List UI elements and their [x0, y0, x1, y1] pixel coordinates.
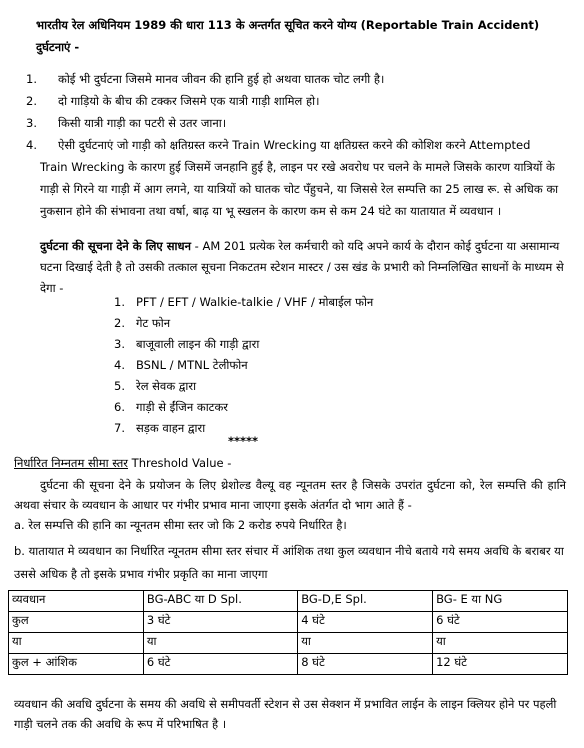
footer-note: व्यवधान की अवधि दुर्घटना के समय की अवधि से समीपवर्ती स्टेशन से उस सेक्शन में प्रभावित लाईन के लाइन क्लियर होने पर पहली गाड़ी चलने तक की अवधि के रूप में परिभाषित है ।: [14, 697, 557, 731]
table-cell: कुल + आंशिक: [9, 654, 144, 675]
item-number: 3.: [114, 337, 125, 351]
table-row: [9, 633, 568, 654]
threshold-heading-hindi: निर्धारित निम्नतम सीमा स्तर: [14, 456, 129, 470]
list-item: [0, 90, 584, 112]
table-cell: या: [298, 633, 433, 654]
table-cell: व्यवधान: [9, 591, 144, 612]
item-text: सड़क वाहन द्वारा: [136, 421, 206, 435]
item-number: 2.: [26, 94, 37, 108]
threshold-point-b: b. यातायात मे व्यवधान का निर्धारित न्यूनतम सीमा स्तर संचार में आंशिक तथा कुल व्यवधान नीचे बताये गये समय अवधि के बराबर या उससे अधिक है तो इसके प्रभाव गंभीर प्रकृति का माना जाएगा: [14, 544, 564, 581]
table-row: [9, 612, 568, 633]
table-cell: 4 घंटे: [298, 612, 433, 633]
list-item: [92, 355, 512, 376]
threshold-paragraph: दुर्घटना की सूचना देने के प्रयोजन के लिए थ्रेशोल्ड वैल्यू वह न्यूनतम स्तर है जिसके उपरांत दुर्घटना को, रेल सम्पत्ति की हानि अथवा संचार के व्यवधान के आधार पर गंभीर प्रभाव माना जाएगा इसके अंतर्गत दो भाग आते हैं -: [14, 478, 566, 512]
list-item: [0, 68, 584, 90]
reporting-means-paragraph: [40, 236, 566, 299]
reportable-accidents-list: [0, 68, 584, 222]
table-cell: या: [9, 633, 144, 654]
item-text: किसी यात्री गाड़ी का पटरी से उतर जाना।: [58, 116, 227, 130]
table-cell: या: [143, 633, 297, 654]
reporting-means-lead: दुर्घटना की सूचना देने के लिए साधन: [40, 239, 191, 253]
list-item: [0, 134, 584, 222]
table-header-row: [9, 591, 568, 612]
item-number: 6.: [114, 400, 125, 414]
item-text: बाजूवाली लाइन की गाड़ी द्वारा: [136, 337, 260, 351]
item-number: 3.: [26, 116, 37, 130]
threshold-table: [8, 590, 568, 675]
table-cell: 8 घंटे: [298, 654, 433, 675]
item-number: 1.: [26, 72, 37, 86]
list-item: [92, 397, 512, 418]
reporting-means-list: [92, 292, 512, 439]
list-item: [92, 334, 512, 355]
item-text: दो गाड़ियो के बीच की टक्कर जिसमे एक यात्री गाड़ी शामिल हो।: [58, 94, 320, 108]
item-text: गेट फोन: [136, 316, 171, 330]
item-text: कोई भी दुर्घटना जिसमे मानव जीवन की हानि हुई हो अथवा घातक चोट लगी है।: [58, 72, 385, 86]
table-cell: 3 घंटे: [143, 612, 297, 633]
item-number: 4.: [114, 358, 125, 372]
table-row: [9, 654, 568, 675]
item-text: BSNL / MTNL टेलीफोन: [136, 358, 248, 372]
item-text: रेल सेवक द्वारा: [136, 379, 197, 393]
table-cell: 6 घंटे: [433, 612, 568, 633]
list-item: [92, 292, 512, 313]
item-number: 4.: [26, 138, 37, 152]
table-cell: BG-ABC या D Spl.: [143, 591, 297, 612]
list-item: [0, 112, 584, 134]
table-cell: कुल: [9, 612, 144, 633]
item-number: 7.: [114, 421, 125, 435]
item-text-continued: Train Wrecking के कारण हुई जिसमें जनहानि हुई है, लाइन पर रखे अवरोध पर चलने के मामले जिसके कारण यात्रियों के गाड़ी से गिरने या गाड़ी में आग लगने, या यात्रियों को घातक चोट पँहुचने, या जिससे रेल सम्पत्ति का 25 लाख रू. से अधिक का नुकसान होने की संभावना तथा वर्षा, बाढ़ या भू स्खलन के कारण कम से कम 24 घंटे का यातायात में व्यवधान ।: [40, 160, 559, 218]
item-text: PFT / EFT / Walkie-talkie / VHF / मोबाईल फोन: [136, 295, 374, 309]
list-item: [92, 376, 512, 397]
item-number: 2.: [114, 316, 125, 330]
threshold-point-a: a. रेल सम्पत्ति की हानि का न्यूनतम सीमा स्तर जो कि 2 करोड रुपये निर्धारित है।: [14, 518, 347, 532]
item-number: 5.: [114, 379, 125, 393]
table-cell: या: [433, 633, 568, 654]
threshold-heading: [14, 456, 231, 471]
list-item: [92, 313, 512, 334]
list-item: [92, 418, 512, 439]
section-separator: *****: [228, 434, 259, 448]
table-cell: 6 घंटे: [143, 654, 297, 675]
section-heading: भारतीय रेल अधिनियम 1989 की धारा 113 के अन्तर्गत सूचित करने योग्य (Reportable Train Accident) दुर्घटनाएं -: [36, 18, 540, 54]
item-text: ऐसी दुर्घटनाएं जो गाड़ी को क्षतिग्रस्त करने Train Wrecking या क्षतिग्रस्त करने की कोशिश करने Attempted: [58, 138, 531, 152]
reporting-means-text: - AM 201 प्रत्येक रेल कर्मचारी को यदि अपने कार्य के दौरान कोई दुर्घटना या असामान्य घटना दिखाई देती है तो उसकी तत्काल सूचना निकटतम स्टेशन मास्टर / उस खंड के प्रभारी को निम्नलिखित साधनों के माध्यम से देगा -: [40, 239, 564, 295]
table-cell: BG- E या NG: [433, 591, 568, 612]
item-text: गाड़ी से ईंजिन काटकर: [136, 400, 229, 414]
table-cell: 12 घंटे: [433, 654, 568, 675]
item-number: 1.: [114, 295, 125, 309]
threshold-heading-english: Threshold Value -: [128, 456, 232, 470]
table-cell: BG-D,E Spl.: [298, 591, 433, 612]
